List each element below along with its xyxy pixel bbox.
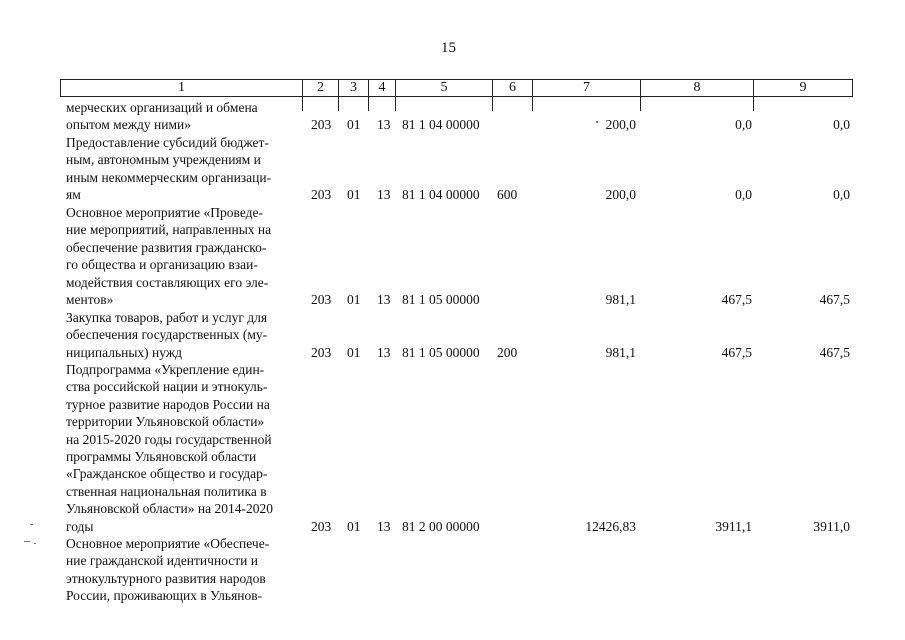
row-description: Закупка товаров, работ и услуг для обеспечения государственных (му- ниципальных) нужд [66, 310, 268, 360]
column-divider [338, 97, 339, 111]
row-description: Предоставление субсидий бюджет- ным, автономным учреждениям и иным некоммерческим организаци- ям [66, 135, 272, 203]
cell-col-6: 200 [497, 345, 518, 360]
cell-col-5: 81 1 05 00000 [402, 345, 480, 360]
cell-col-8: 0,0 [735, 117, 752, 132]
column-divider [492, 97, 493, 111]
row-description: Основное мероприятие «Обеспече- ние гражданской идентичности и этнокультурного развития народов России, проживающих в Ульянов- [66, 536, 270, 604]
header-col-2: 2 [303, 80, 339, 96]
scan-speck [24, 541, 30, 542]
scan-speck [596, 121, 598, 123]
cell-col-4: 13 [377, 187, 391, 202]
cell-col-3: 01 [347, 519, 361, 534]
cell-col-8: 0,0 [735, 187, 752, 202]
cell-col-8: 467,5 [721, 345, 752, 360]
cell-col-4: 13 [377, 292, 391, 307]
table-header [60, 79, 853, 97]
cell-col-8: 467,5 [721, 292, 752, 307]
header-col-6: 6 [493, 80, 533, 96]
cell-col-8: 3911,1 [715, 519, 752, 534]
column-divider [532, 97, 533, 111]
cell-col-7: 981,1 [605, 345, 636, 360]
cell-col-5: 81 1 05 00000 [402, 292, 480, 307]
column-divider [753, 97, 754, 111]
cell-col-7: 200,0 [605, 117, 636, 132]
header-col-7: 7 [533, 80, 641, 96]
row-description: Основное мероприятие «Проведе- ние мероприятий, направленных на обеспечение развития гражданско- го общества и организацию взаи- модействия составляющих его эле- ментов» [66, 205, 272, 308]
row-description: мерческих организаций и обмена опытом между ними» [66, 100, 258, 133]
cell-col-9: 467,5 [819, 345, 850, 360]
cell-col-2: 203 [311, 117, 332, 132]
header-col-5: 5 [396, 80, 493, 96]
header-col-4: 4 [369, 80, 396, 96]
cell-col-5: 81 1 04 00000 [402, 187, 480, 202]
column-divider [395, 97, 396, 111]
cell-col-2: 203 [311, 187, 332, 202]
scan-speck [34, 543, 36, 544]
cell-col-2: 203 [311, 345, 332, 360]
cell-col-9: 3911,0 [813, 519, 850, 534]
cell-col-2: 203 [311, 292, 332, 307]
cell-col-3: 01 [347, 187, 361, 202]
cell-col-3: 01 [347, 117, 361, 132]
cell-col-9: 0,0 [833, 117, 850, 132]
page-number: 15 [441, 40, 456, 56]
scan-speck [30, 524, 33, 525]
column-divider [640, 97, 641, 111]
cell-col-3: 01 [347, 345, 361, 360]
column-divider [368, 97, 369, 111]
cell-col-7: 12426,83 [585, 519, 636, 534]
cell-col-5: 81 1 04 00000 [402, 117, 480, 132]
cell-col-3: 01 [347, 292, 361, 307]
cell-col-5: 81 2 00 00000 [402, 519, 480, 534]
row-description: Подпрограмма «Укрепление един- ства российской нации и этнокуль- турное развитие народов России на территории Ульяновской области» на 2015-2020 годы государственной программы Ульяновской области «Гражданское общество и государ- ственная национальная политика в Ульяновской области» на 2014-2020 годы [66, 362, 273, 534]
cell-col-4: 13 [377, 519, 391, 534]
cell-col-2: 203 [311, 519, 332, 534]
cell-col-9: 0,0 [833, 187, 850, 202]
cell-col-7: 200,0 [605, 187, 636, 202]
cell-col-4: 13 [377, 117, 391, 132]
cell-col-9: 467,5 [819, 292, 850, 307]
cell-col-7: 981,1 [605, 292, 636, 307]
header-col-8: 8 [641, 80, 754, 96]
header-col-9: 9 [799, 80, 807, 95]
header-col-3: 3 [339, 80, 369, 96]
cell-col-4: 13 [377, 345, 391, 360]
cell-col-6: 600 [497, 187, 518, 202]
header-col-1: 1 [61, 80, 303, 96]
